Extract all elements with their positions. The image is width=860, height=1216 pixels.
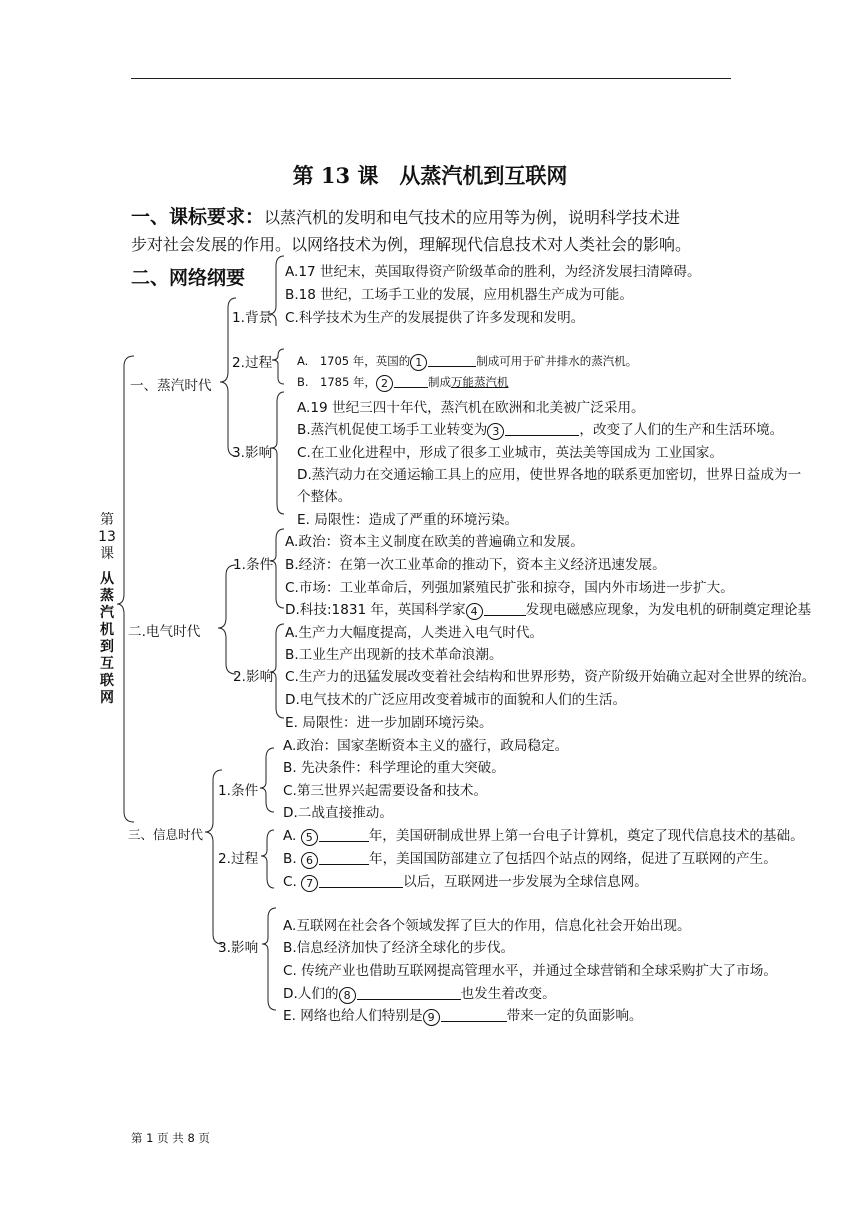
blank-line: [394, 374, 428, 388]
blank-line: [357, 986, 461, 1000]
page-title: 第 13 课 从蒸汽机到互联网: [292, 163, 568, 188]
era1-process-b-text: B. 1785 年，: [297, 375, 376, 389]
era3-impact-d-text: D.人们的: [283, 986, 339, 1002]
blank-line: [484, 602, 526, 616]
blank-number: 7: [301, 875, 318, 892]
era1-bg-item: C.科学技术为生产的发展提供了许多发现和发明。: [285, 310, 585, 326]
era2-impact-item: D.电气技术的广泛应用改变着城市的面貌和人们的生活。: [285, 692, 627, 708]
era2-impact-item: B.工业生产出现新的技术革命浪潮。: [285, 647, 503, 663]
era2-impact-label: 2.影响: [233, 669, 274, 685]
era3-proc-b-text: B.: [283, 851, 297, 867]
section2-heading: 二、网络纲要: [131, 267, 246, 289]
era2-condition-item: A.政治：资本主义制度在欧美的普遍确立和发展。: [285, 534, 584, 550]
blank-number: 5: [301, 829, 318, 846]
era3-condition-item: B. 先决条件：科学理论的重大突破。: [283, 760, 505, 776]
root-label-lesson: 第13课: [98, 512, 116, 562]
blank-line: [441, 1008, 507, 1022]
section1-text-line2: 步对社会发展的作用。以网络技术为例，理解现代信息技术对人类社会的影响。: [131, 235, 692, 254]
era3-proc-a-text: A.: [283, 828, 297, 844]
page-footer: 第 1 页 共 8 页: [131, 1131, 210, 1145]
era1-background-label: 1.背景: [232, 310, 273, 326]
era3-impact-d-text-end: 也发生着改变。: [460, 986, 556, 1002]
era1-process-b-underlined: 万能蒸汽机: [450, 375, 509, 389]
blank-line: [505, 422, 579, 436]
era3-condition-item: A.政治：国家垄断资本主义的盛行，政局稳定。: [283, 738, 569, 754]
era2-impact-item: A.生产力大幅度提高，人类进入电气时代。: [285, 625, 544, 641]
era1-process-a: [297, 353, 637, 371]
era2-label: 二.电气时代: [128, 624, 201, 640]
era3-process-label: 2.过程: [218, 851, 259, 867]
era3-condition-item: C.第三世界兴起需要设备和技术。: [283, 783, 488, 799]
era2-impact-item: E. 局限性：进一步加剧环境污染。: [285, 715, 493, 731]
era3-impact-item: B.信息经济加快了经济全球化的步伐。: [283, 940, 515, 956]
blank-number: 3: [487, 423, 504, 440]
era1-impact-item: D.蒸汽动力在交通运输工具上的应用，使世界各地的联系更加密切，世界日益成为一: [297, 467, 802, 483]
era3-process-item: [283, 847, 777, 869]
era1-impact-item: [297, 418, 783, 440]
section1-text-line1: 以蒸汽机的发明和电气技术的应用等为例，说明科学技术进: [264, 208, 681, 227]
era3-impact-item: A.互联网在社会各个领域发挥了巨大的作用，信息化社会开始出现。: [283, 918, 691, 934]
era3-process-item: [283, 870, 648, 892]
era1-impact-item: E. 局限性：造成了严重的环境污染。: [297, 512, 519, 528]
era2-condition-item: C.市场：工业革命后，列强加紧殖民扩张和掠夺，国内外市场进一步扩大。: [285, 580, 734, 596]
era1-impact-b-text: B.蒸汽机促使工场手工业转变为: [297, 422, 488, 438]
era3-impact-item: [283, 982, 556, 1004]
era1-process-a-text-end: 制成可用于矿井排水的蒸汽机。: [476, 354, 638, 368]
era1-impact-item: C.在工业化进程中，形成了很多工业城市，英法美等国成为 工业国家。: [297, 445, 723, 461]
era2-cond-d-text: D.科技:1831 年，英国科学家: [285, 602, 466, 618]
era2-condition-item: [285, 598, 811, 620]
era3-impact-item: [283, 1004, 643, 1026]
era2-cond-d-text-end: 发现电磁感应现象，为发电机的研制奠定理论基: [525, 602, 812, 618]
era2-condition-label: 1.条件: [233, 557, 274, 573]
era1-process-label: 2.过程: [232, 355, 273, 371]
era3-impact-label: 3.影响: [218, 940, 259, 956]
blank-number: 1: [410, 354, 427, 371]
era3-proc-c-text: C.: [283, 874, 297, 890]
blank-line: [428, 353, 476, 367]
era3-process-item: [283, 824, 804, 846]
era1-bg-item: B.18 世纪，工场手工业的发展，应用机器生产成为可能。: [285, 287, 633, 303]
era3-proc-b-text-end: 年，美国国防部建立了包括四个站点的网络，促进了互联网的产生。: [368, 851, 777, 867]
era3-impact-e-text: E. 网络也给人们特别是: [283, 1008, 423, 1024]
era2-impact-item: C.生产力的迅猛发展改变着社会结构和世界形势，资产阶级开始确立起对全世界的统治。: [285, 669, 816, 685]
blank-line: [319, 828, 369, 842]
section1-heading: 一、课标要求：: [131, 206, 265, 228]
era2-condition-item: B.经济：在第一次工业革命的推动下，资本主义经济迅速发展。: [285, 557, 666, 573]
era3-condition-label: 1.条件: [218, 783, 259, 799]
era3-proc-c-text-end: 以后，互联网进一步发展为全球信息网。: [403, 874, 648, 890]
era3-label: 三、信息时代: [128, 827, 204, 842]
blank-number: 4: [466, 603, 483, 620]
root-label-title: 从蒸汽机到互联网: [100, 571, 114, 706]
era1-process-b: [297, 374, 508, 392]
era1-impact-item-cont: 个整体。: [297, 489, 352, 505]
era3-condition-item: D.二战直接推动。: [283, 805, 393, 821]
era1-impact-item: A.19 世纪三四十年代，蒸汽机在欧洲和北美被广泛采用。: [297, 400, 645, 416]
era3-impact-e-text-end: 带来一定的负面影响。: [506, 1008, 643, 1024]
era1-process-a-text: A. 1705 年，英国的: [297, 354, 411, 368]
era3-proc-a-text-end: 年，美国研制成世界上第一台电子计算机，奠定了现代信息技术的基础。: [368, 828, 804, 844]
era3-impact-item: C. 传统产业也借助互联网提高管理水平，并通过全球营销和全球采购扩大了市场。: [283, 963, 777, 979]
blank-number: 8: [339, 987, 356, 1004]
era1-impact-label: 3.影响: [232, 445, 273, 461]
blank-number: 2: [376, 375, 393, 392]
blank-number: 9: [423, 1009, 440, 1026]
era1-impact-b-text-end: ，改变了人们的生产和生活环境。: [579, 422, 784, 438]
blank-line: [319, 874, 403, 888]
blank-line: [319, 851, 369, 865]
era1-bg-item: A.17 世纪末，英国取得资产阶级革命的胜利，为经济发展扫清障碍。: [285, 264, 701, 280]
blank-number: 6: [301, 852, 318, 869]
era1-process-b-mid: 制成: [427, 375, 451, 389]
era1-label: 一、蒸汽时代: [130, 378, 212, 394]
